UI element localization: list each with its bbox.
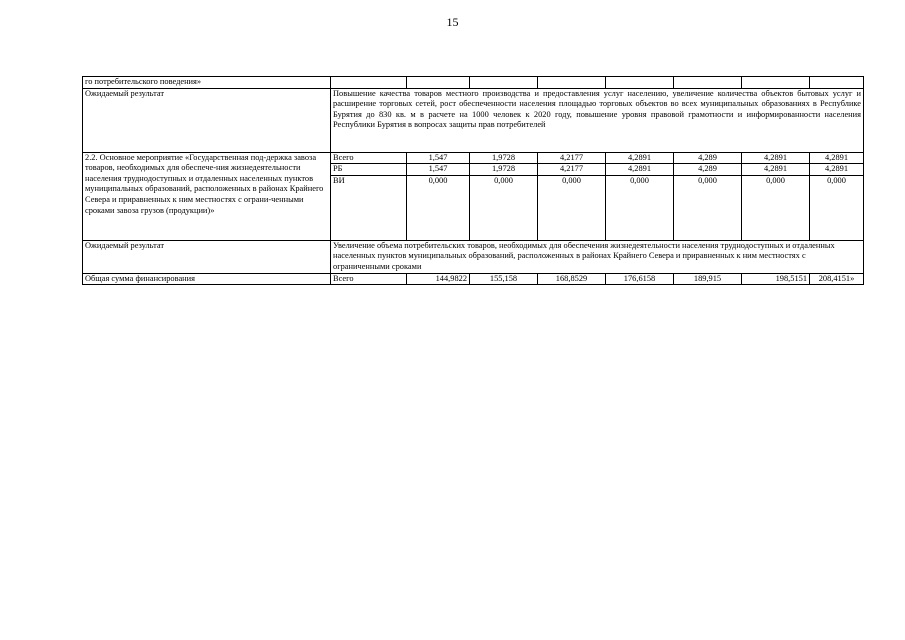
value-cell: 0,000 <box>470 175 538 240</box>
empty-cell <box>606 77 674 89</box>
total-value-cell: 198,5151 <box>742 273 810 285</box>
value-cell: 0,000 <box>674 175 742 240</box>
table-row-total <box>83 273 864 285</box>
total-value-cell: 176,6158 <box>606 273 674 285</box>
expected-result-label: Ожидаемый результат <box>83 88 331 152</box>
value-cell: 4,2891 <box>810 152 864 164</box>
empty-cell <box>810 77 864 89</box>
source-cell: Всего <box>331 152 407 164</box>
table-row-continued <box>83 77 864 89</box>
value-cell: 1,9728 <box>470 164 538 176</box>
value-cell: 4,289 <box>674 164 742 176</box>
continued-label: го потребительского поведения» <box>83 77 331 89</box>
expected-result-text: Увеличение объема потребительских товаров, необходимых для обеспечения жизнедеятельности населения труднодоступных и отдаленных населенных пунктов муниципальных образований, расположенных в районах Крайнего Севера и приравненных к ним местностях с ограниченными сроками <box>331 240 864 273</box>
empty-cell <box>538 77 606 89</box>
source-cell: ВИ <box>331 175 407 240</box>
expected-result-label: Ожидаемый результат <box>83 240 331 273</box>
empty-cell <box>407 77 470 89</box>
table-row-measure-total <box>83 152 864 164</box>
total-value-cell: 155,158 <box>470 273 538 285</box>
value-cell: 0,000 <box>407 175 470 240</box>
source-cell: Всего <box>331 273 407 285</box>
value-cell: 4,2891 <box>742 164 810 176</box>
total-label: Общая сумма финансирования <box>83 273 331 285</box>
measure-label: 2.2. Основное мероприятие «Государственная под-держка завоза товаров, необходимых для обеспече-ния жизнедеятельности населения труднодоступных и отдаленных населенных пунктов муниципальных образований, расположенных в районах Крайнего Севера и приравненных к ним местностях с ограни-ченными сроками завоза грузов (продукции)» <box>83 152 331 240</box>
empty-cell <box>470 77 538 89</box>
value-cell: 4,2891 <box>810 164 864 176</box>
total-value-cell: 208,4151» <box>810 273 864 285</box>
value-cell: 0,000 <box>810 175 864 240</box>
value-cell: 4,289 <box>674 152 742 164</box>
value-cell: 0,000 <box>538 175 606 240</box>
value-cell: 4,2891 <box>606 152 674 164</box>
total-value-cell: 144,9822 <box>407 273 470 285</box>
page-number: 15 <box>446 15 459 29</box>
source-cell: РБ <box>331 164 407 176</box>
value-cell: 1,547 <box>407 164 470 176</box>
empty-cell <box>742 77 810 89</box>
table-row-expected-result-2 <box>83 240 864 273</box>
value-cell: 4,2177 <box>538 152 606 164</box>
table-row-expected-result-1 <box>83 88 864 152</box>
value-cell: 0,000 <box>742 175 810 240</box>
total-value-cell: 189,915 <box>674 273 742 285</box>
value-cell: 1,9728 <box>470 152 538 164</box>
value-cell: 4,2891 <box>742 152 810 164</box>
value-cell: 4,2177 <box>538 164 606 176</box>
financing-table <box>82 76 864 285</box>
total-value-cell: 168,8529 <box>538 273 606 285</box>
value-cell: 4,2891 <box>606 164 674 176</box>
empty-cell <box>331 77 407 89</box>
value-cell: 1,547 <box>407 152 470 164</box>
empty-cell <box>674 77 742 89</box>
value-cell: 0,000 <box>606 175 674 240</box>
expected-result-text: Повышение качества товаров местного производства и предоставления услуг населению, увеличение количества объектов бытовых услуг и расширение торговых сетей, рост обеспеченности населения площадью торговых объектов во всех муниципальных образованиях в Республике Бурятия до 830 кв. м в расчете на 1000 человек к 2020 году, повышение уровня правовой грамотности и информированности населения Республики Бурятия в вопросах защиты прав потребителей <box>331 88 864 152</box>
